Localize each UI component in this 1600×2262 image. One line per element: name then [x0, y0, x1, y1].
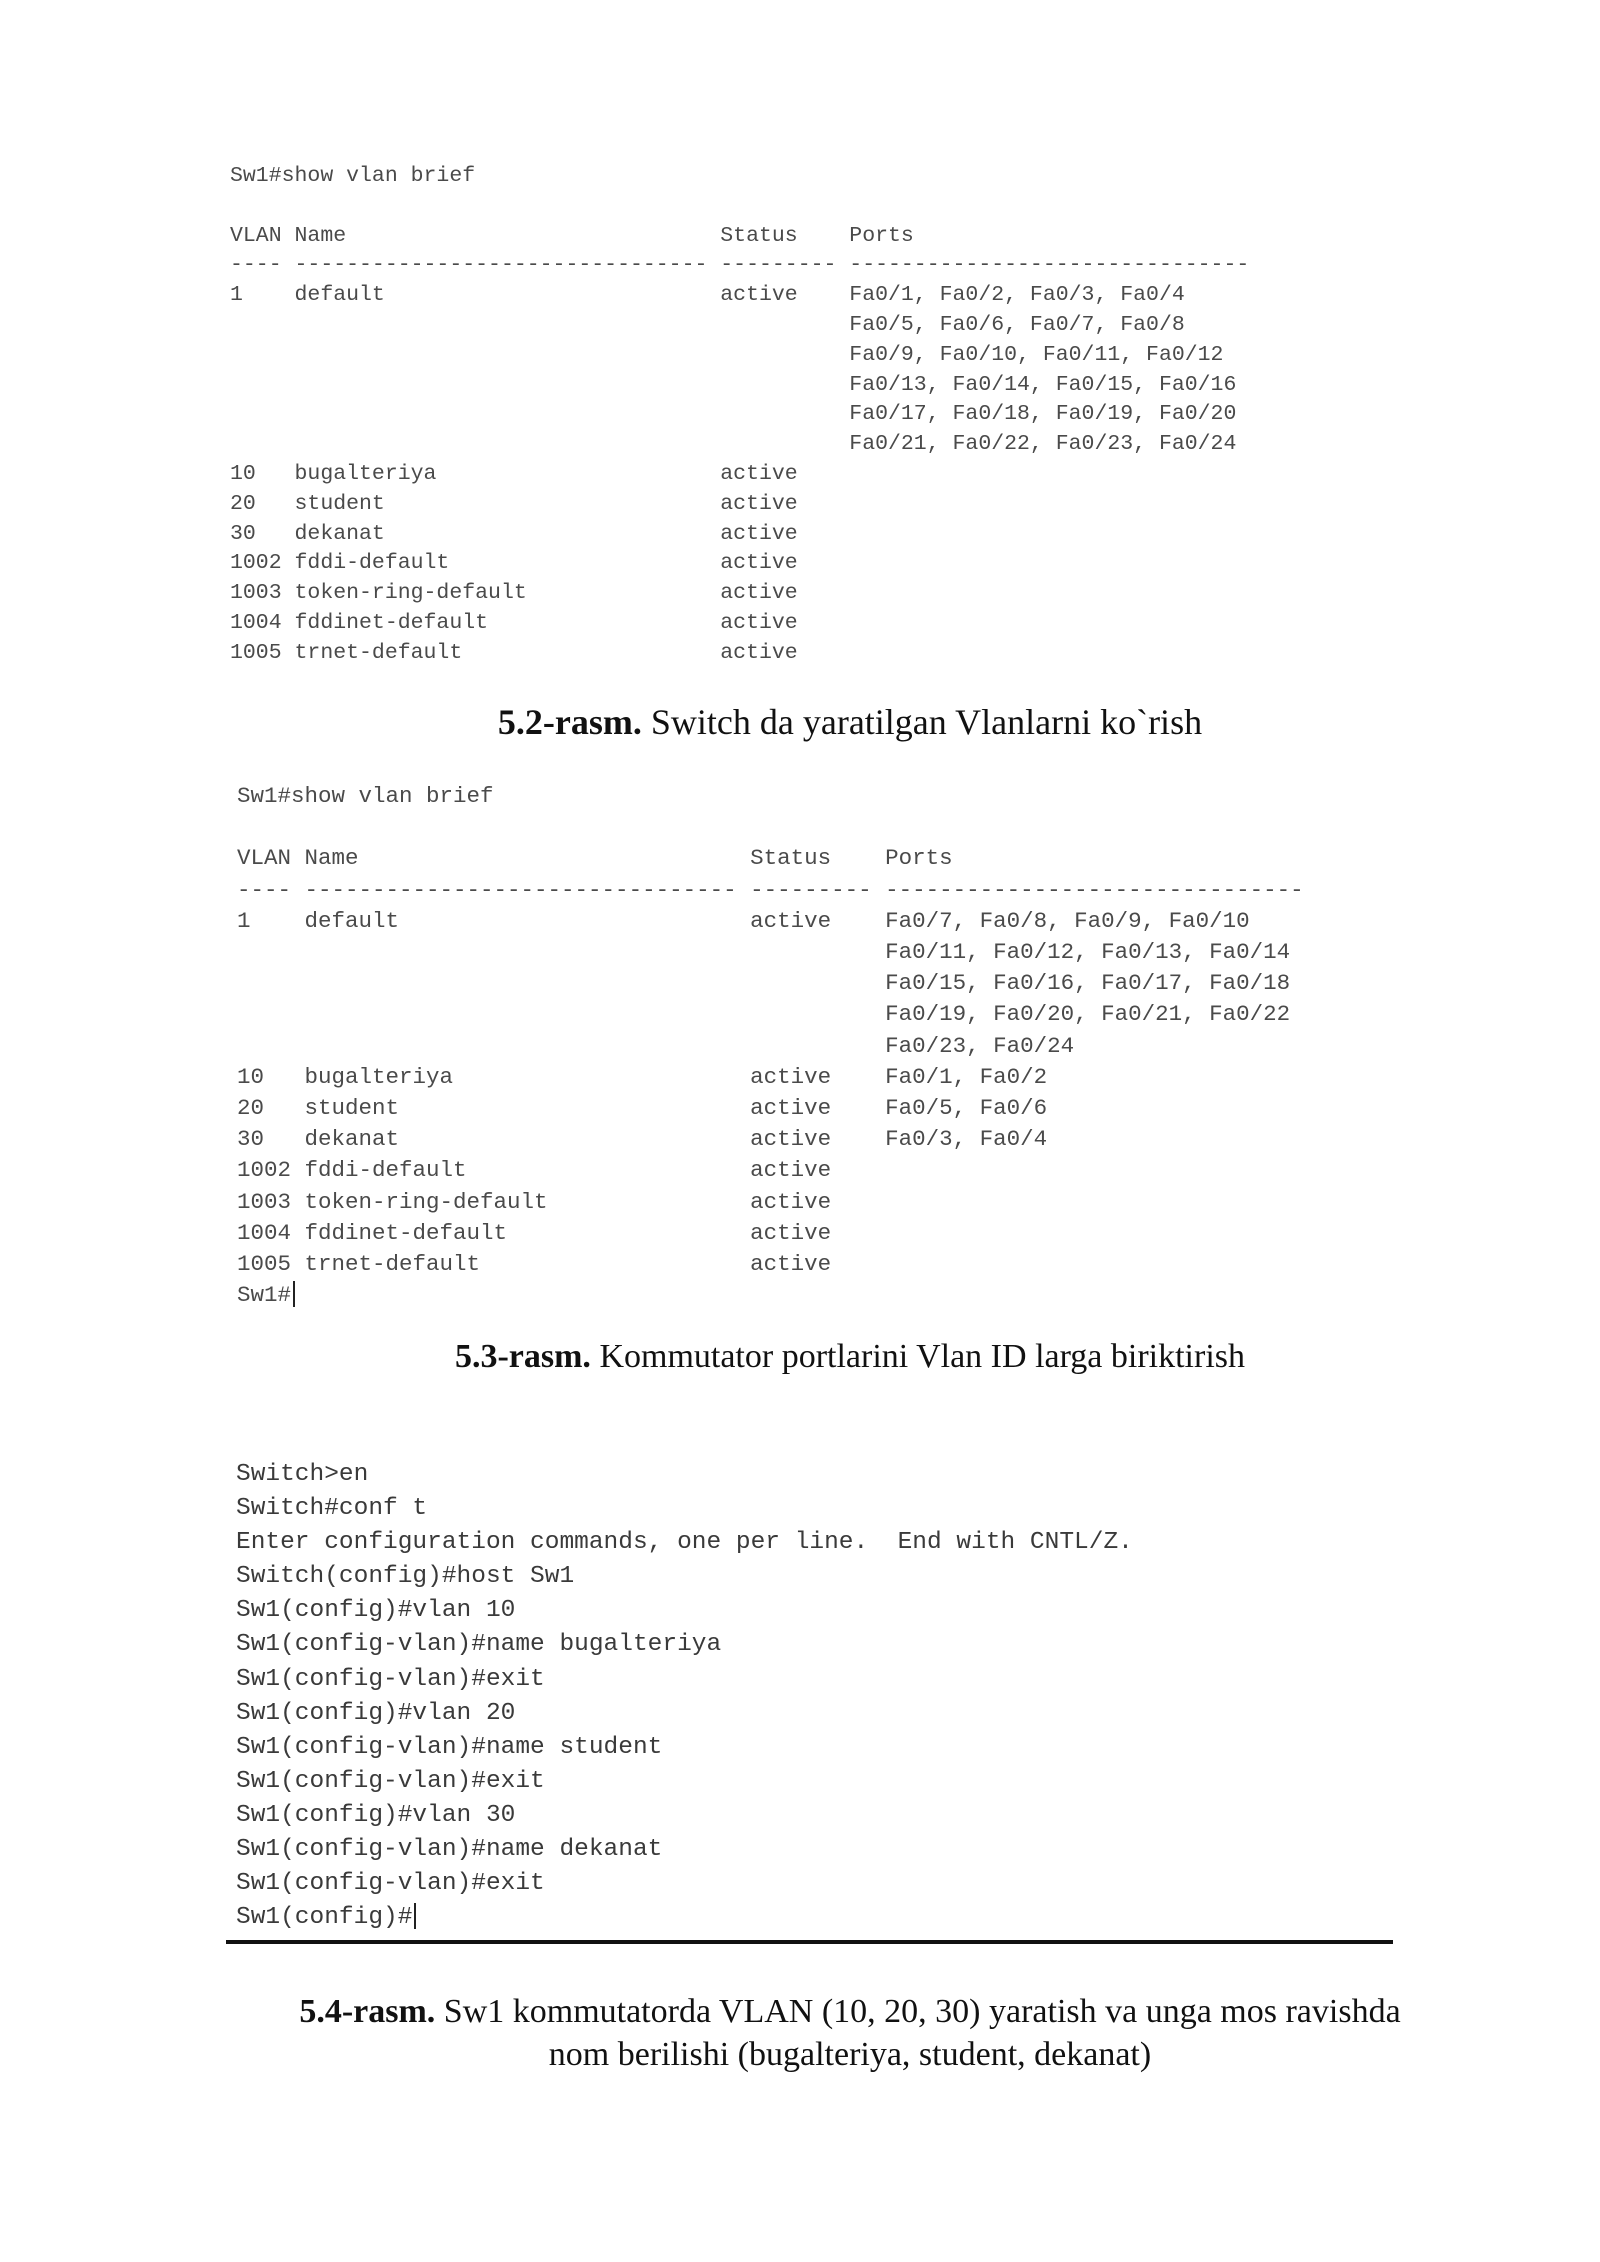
terminal-line: 1 default active Fa0/7, Fa0/8, Fa0/9, Fa0/10: [237, 907, 1250, 934]
terminal-prompt: Sw1#: [237, 1282, 292, 1309]
text-cursor: [293, 1281, 295, 1307]
terminal-prompt: Sw1(config)#: [236, 1904, 413, 1932]
terminal-line: Sw1(config-vlan)#exit: [236, 1767, 545, 1795]
caption-text-line-2: nom berilishi (bugalteriya, student, dekanat): [548, 2036, 1152, 2073]
terminal-screenshot-vlan-brief-2: [237, 781, 1304, 1311]
figure-caption-5-2: [220, 700, 1480, 744]
figure-caption-5-4: [220, 1990, 1480, 2076]
terminal-line: Enter configuration commands, one per line. End with CNTL/Z.: [236, 1529, 1133, 1557]
text-cursor: [414, 1903, 416, 1929]
figure-caption-5-3: [220, 1335, 1480, 1379]
terminal-line: 1003 token-ring-default active: [237, 1188, 832, 1215]
terminal-line: ---- -------------------------------- --------- -------------------------------: [230, 253, 1250, 278]
terminal-line: 1005 trnet-default active: [230, 640, 798, 665]
terminal-line: Switch(config)#host Sw1: [236, 1563, 575, 1591]
terminal-line: Switch>en: [236, 1461, 369, 1488]
terminal-line: ---- -------------------------------- --------- -------------------------------: [237, 876, 1304, 903]
terminal-line: Fa0/21, Fa0/22, Fa0/23, Fa0/24: [230, 432, 1237, 457]
terminal-line: Sw1#show vlan brief: [237, 783, 494, 809]
caption-text: Kommutator portlarini Vlan ID larga biriktirish: [590, 1338, 1246, 1375]
terminal-line: Fa0/19, Fa0/20, Fa0/21, Fa0/22: [237, 1001, 1291, 1028]
terminal-line: Fa0/15, Fa0/16, Fa0/17, Fa0/18: [237, 970, 1291, 997]
terminal-line: 10 bugalteriya active: [230, 461, 798, 486]
terminal-line: Sw1(config-vlan)#name dekanat: [236, 1836, 663, 1864]
terminal-line: Fa0/17, Fa0/18, Fa0/19, Fa0/20: [230, 402, 1237, 427]
terminal-line: Sw1(config)#vlan 10: [236, 1597, 516, 1625]
terminal-line: 30 dekanat active: [230, 521, 798, 546]
terminal-line: Fa0/5, Fa0/6, Fa0/7, Fa0/8: [230, 312, 1185, 337]
terminal-line: Sw1(config)#vlan 20: [236, 1699, 516, 1727]
terminal-line: Sw1(config)#vlan 30: [236, 1801, 516, 1829]
caption-text: Sw1 kommutatorda VLAN (10, 20, 30) yaratish va unga mos ravishda: [435, 1993, 1401, 2030]
terminal-line: Fa0/9, Fa0/10, Fa0/11, Fa0/12: [230, 342, 1224, 367]
terminal-line: 1004 fddinet-default active: [230, 610, 798, 635]
terminal-line: 20 student active: [230, 491, 798, 516]
terminal-line: 1002 fddi-default active: [237, 1157, 832, 1184]
terminal-line: Fa0/23, Fa0/24: [237, 1032, 1075, 1059]
caption-number: 5.4-rasm.: [299, 1993, 436, 2030]
terminal-line: 1005 trnet-default active: [237, 1251, 832, 1278]
terminal-line: 20 student active Fa0/5, Fa0/6: [237, 1095, 1048, 1122]
terminal-screenshot-vlan-config: [236, 1458, 1133, 1935]
terminal-line: Sw1(config-vlan)#name bugalteriya: [236, 1631, 722, 1659]
terminal-line: 1003 token-ring-default active: [230, 581, 798, 606]
terminal-line: Sw1(config-vlan)#name student: [236, 1733, 663, 1761]
terminal-screenshot-vlan-brief-1: [230, 162, 1249, 669]
terminal-line: Fa0/11, Fa0/12, Fa0/13, Fa0/14: [237, 939, 1291, 966]
terminal-line: VLAN Name Status Ports: [237, 845, 953, 872]
terminal-line: 1004 fddinet-default active: [237, 1219, 832, 1246]
terminal-line: Sw1(config-vlan)#exit: [236, 1665, 545, 1693]
terminal-line: 10 bugalteriya active Fa0/1, Fa0/2: [237, 1063, 1048, 1090]
terminal-line: VLAN Name Status Ports: [230, 223, 914, 248]
terminal-line: 1 default active Fa0/1, Fa0/2, Fa0/3, Fa0/4: [230, 283, 1185, 308]
terminal-line: 30 dekanat active Fa0/3, Fa0/4: [237, 1126, 1048, 1153]
caption-number: 5.2-rasm.: [497, 702, 642, 742]
terminal-line: Sw1(config-vlan)#exit: [236, 1870, 545, 1898]
caption-number: 5.3-rasm.: [454, 1338, 591, 1375]
terminal-line: Sw1#show vlan brief: [230, 164, 476, 188]
terminal-bottom-border: [226, 1940, 1393, 1944]
terminal-line: Switch#conf t: [236, 1495, 428, 1523]
terminal-line: Fa0/13, Fa0/14, Fa0/15, Fa0/16: [230, 372, 1237, 397]
terminal-line: 1002 fddi-default active: [230, 551, 798, 576]
caption-text: Switch da yaratilgan Vlanlarni ko`rish: [641, 702, 1203, 742]
